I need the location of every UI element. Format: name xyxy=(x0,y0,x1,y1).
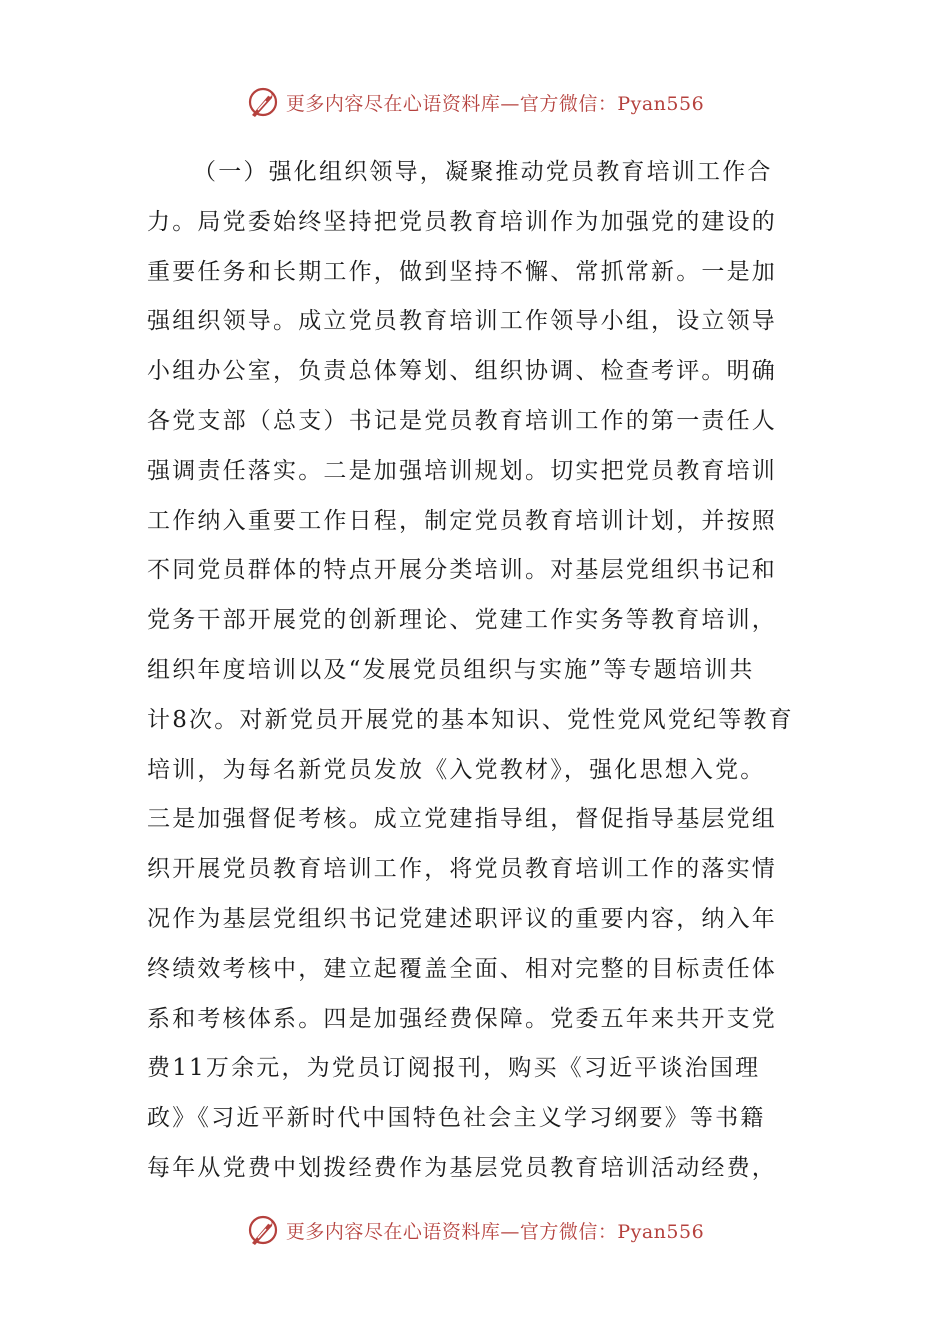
paragraph-line: 强组织领导。成立党员教育培训工作领导小组，设立领导 xyxy=(147,308,777,335)
paragraph-line: 小组办公室，负责总体筹划、组织协调、检查考评。明确 xyxy=(147,358,777,385)
paragraph-line: 不同党员群体的特点开展分类培训。对基层党组织书记和 xyxy=(147,557,777,584)
document-paragraph xyxy=(147,148,807,1194)
paragraph-line: （一）强化组织领导，凝聚推动党员教育培训工作合 xyxy=(193,159,773,185)
footer-watermark-text: 更多内容尽在心语资料库—官方微信：Pyan556 xyxy=(285,1220,705,1243)
header-watermark-banner xyxy=(0,82,950,122)
paragraph-line: 组织年度培训以及“发展党员组织与实施”等专题培训共 xyxy=(147,656,755,683)
paragraph-line: 党务干部开展党的创新理论、党建工作实务等教育培训， xyxy=(147,607,777,634)
footer-watermark-banner xyxy=(0,1210,950,1250)
pen-nib-icon xyxy=(246,1212,282,1248)
paragraph-line: 织开展党员教育培训工作，将党员教育培训工作的落实情 xyxy=(147,856,777,883)
paragraph-line: 强调责任落实。二是加强培训规划。切实把党员教育培训 xyxy=(147,457,777,484)
header-watermark-text: 更多内容尽在心语资料库—官方微信：Pyan556 xyxy=(285,92,705,115)
paragraph-line: 力。局党委始终坚持把党员教育培训作为加强党的建设的 xyxy=(147,208,777,235)
paragraph-line: 计8次。对新党员开展党的基本知识、党性党风党纪等教育 xyxy=(147,706,794,733)
paragraph-line: 三是加强督促考核。成立党建指导组，督促指导基层党组 xyxy=(147,806,777,833)
paragraph-line: 工作纳入重要工作日程，制定党员教育培训计划，并按照 xyxy=(147,507,777,534)
paragraph-line: 重要任务和长期工作，做到坚持不懈、常抓常新。一是加 xyxy=(147,258,777,285)
paragraph-line: 政》《习近平新时代中国特色社会主义学习纲要》等书籍 xyxy=(147,1105,766,1132)
paragraph-line: 费11万余元，为党员订阅报刊，购买《习近平谈治国理 xyxy=(147,1055,761,1082)
paragraph-line: 每年从党费中划拨经费作为基层党员教育培训活动经费， xyxy=(147,1154,777,1181)
paragraph-line: 况作为基层党组织书记党建述职评议的重要内容，纳入年 xyxy=(147,905,777,932)
paragraph-line: 终绩效考核中，建立起覆盖全面、相对完整的目标责任体 xyxy=(147,955,777,982)
pen-nib-icon xyxy=(246,84,282,120)
paragraph-line: 各党支部（总支）书记是党员教育培训工作的第一责任人 xyxy=(147,407,777,434)
paragraph-line: 培训，为每名新党员发放《入党教材》，强化思想入党。 xyxy=(147,756,766,783)
paragraph-line: 系和考核体系。四是加强经费保障。党委五年来共开支党 xyxy=(147,1005,777,1032)
